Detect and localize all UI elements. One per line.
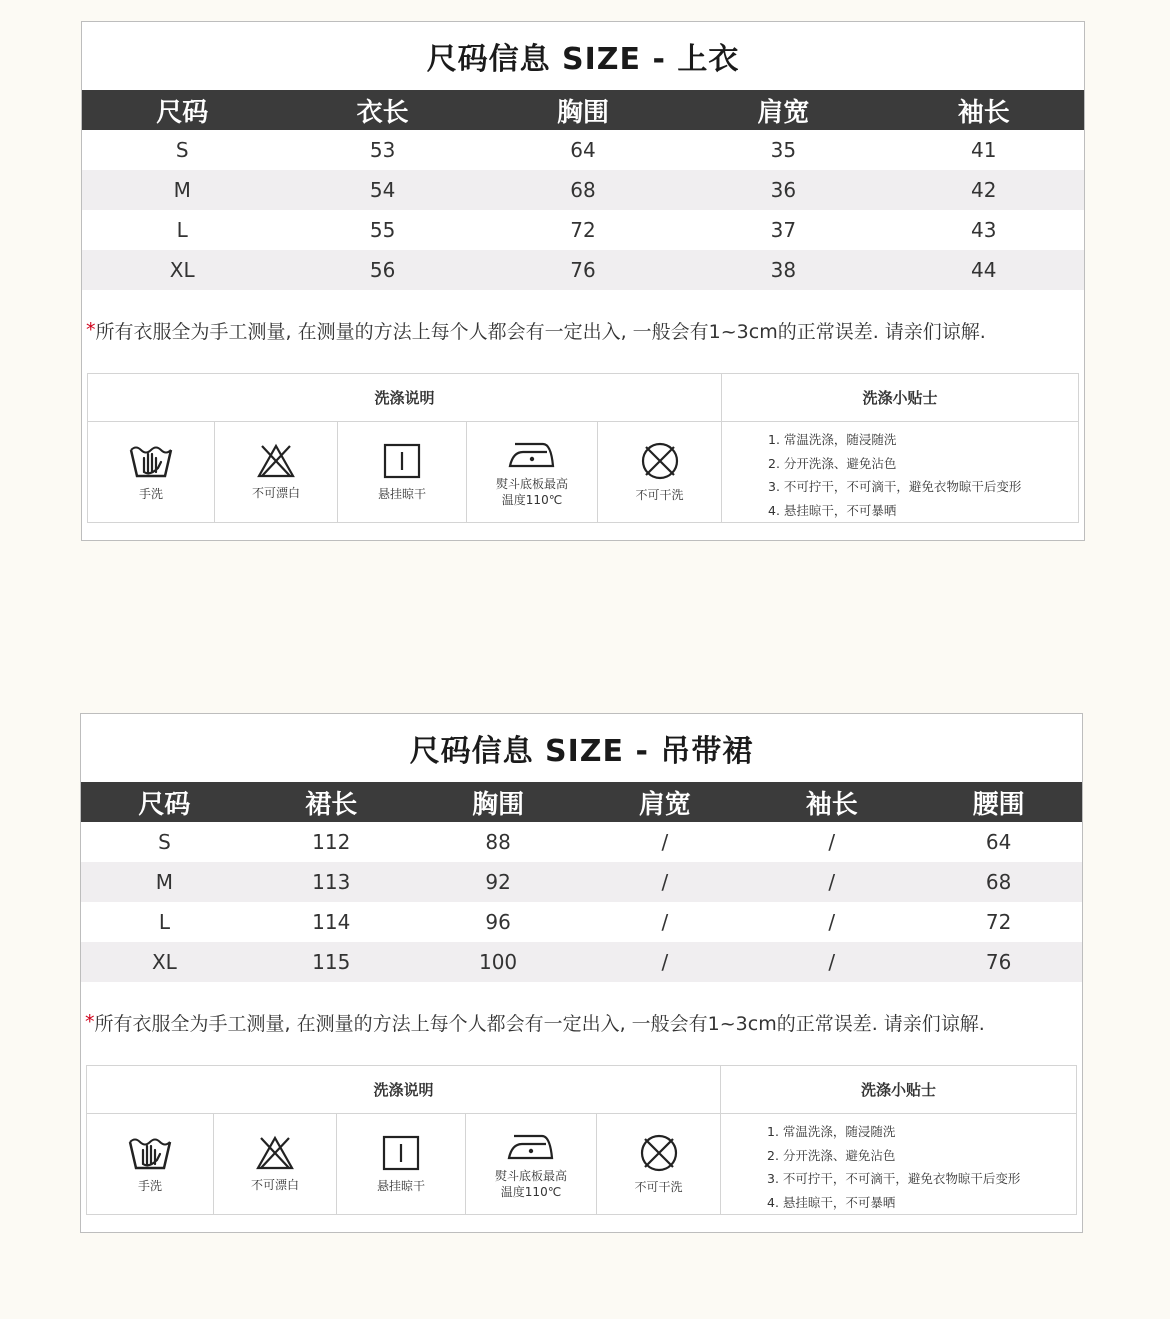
table-cell: 54 — [282, 170, 482, 210]
table-cell: M — [82, 170, 282, 210]
care-icon-label: 悬挂晾干 — [376, 1179, 425, 1193]
chart-title: 尺码信息 SIZE - 上衣 — [426, 42, 740, 77]
table-cell: S — [158, 830, 171, 854]
care-icon-cell — [87, 1114, 214, 1214]
table-cell: 56 — [282, 250, 482, 290]
table-cell: / — [661, 910, 669, 934]
care-tip: 3. 不可拧干，不可滴干，避免衣物晾干后变形 — [768, 479, 1022, 494]
care-icon-label: 手洗 — [138, 487, 163, 501]
care-icon-cell — [597, 1114, 720, 1214]
column-header: 肩宽 — [683, 90, 883, 130]
care-icon-label: 不可干洗 — [635, 488, 684, 502]
table-cell: 68 — [483, 170, 683, 210]
table-row — [82, 130, 1084, 170]
care-icon-label: 悬挂晾干 — [377, 487, 426, 501]
no-bleach-icon — [255, 1135, 295, 1171]
table-cell: L — [158, 910, 170, 934]
table-cell: / — [661, 830, 669, 854]
table-cell: 41 — [971, 138, 997, 162]
measurement-note — [82, 290, 1084, 370]
column-header: 胸围 — [483, 90, 683, 130]
size-table — [82, 90, 1084, 290]
care-tips — [722, 374, 1078, 522]
care-icon-label: 不可漂白 — [250, 1178, 299, 1192]
care-icon-label: 温度110℃ — [500, 1185, 562, 1199]
column-header: 尺码 — [81, 782, 248, 822]
note-text: 所有衣服全为手工测量, 在测量的方法上每个人都会有一定出入, 一般会有1~3cm的正常误差. 请亲们谅解. — [94, 1012, 985, 1035]
no-dry-clean-icon — [640, 441, 680, 481]
table-cell: 76 — [483, 250, 683, 290]
care-section — [86, 1065, 1077, 1215]
care-tips — [721, 1066, 1076, 1214]
table-cell: 115 — [248, 942, 415, 982]
care-icons-row — [88, 422, 721, 522]
table-cell: L — [176, 218, 188, 242]
table-cell: XL — [81, 942, 248, 982]
column-header: 肩宽 — [581, 782, 748, 822]
care-icons-row — [87, 1114, 720, 1214]
table-cell: / — [581, 942, 748, 982]
table-cell: 96 — [485, 910, 511, 934]
table-cell: 114 — [312, 910, 351, 934]
hang-dry-icon — [381, 1134, 421, 1172]
note-asterisk: * — [86, 319, 96, 341]
care-icon-label: 熨斗底板最高 — [494, 1169, 567, 1183]
care-icon-label: 手洗 — [137, 1179, 162, 1193]
column-header: 衣长 — [282, 90, 482, 130]
care-tips-heading: 洗涤小贴士 — [722, 374, 1078, 422]
table-header-row — [81, 782, 1082, 822]
table-cell: 35 — [770, 138, 797, 162]
table-row — [82, 250, 1084, 290]
care-tip: 2. 分开洗涤、避免沾色 — [768, 455, 897, 471]
table-header-row — [82, 90, 1084, 130]
table-cell: 43 — [971, 218, 997, 242]
column-header: 胸围 — [415, 782, 582, 822]
iron-icon — [506, 1128, 556, 1162]
care-instructions-heading: 洗涤说明 — [88, 374, 721, 422]
table-cell: 72 — [570, 218, 596, 242]
table-cell: / — [828, 910, 836, 934]
size-chart-top — [81, 21, 1085, 541]
column-header: 尺码 — [82, 90, 282, 130]
table-cell: 44 — [884, 250, 1084, 290]
care-instructions-heading: 洗涤说明 — [87, 1066, 720, 1114]
table-row — [81, 942, 1082, 982]
hang-dry-icon — [382, 442, 422, 480]
care-icon-cell — [337, 1114, 466, 1214]
care-tip: 2. 分开洗涤、避免沾色 — [767, 1147, 896, 1163]
care-icon-cell — [466, 1114, 597, 1214]
column-header: 腰围 — [915, 782, 1082, 822]
table-cell: 53 — [369, 138, 396, 162]
table-cell: 64 — [985, 830, 1012, 854]
care-tip: 4. 悬挂晾干，不可暴晒 — [767, 1194, 896, 1210]
care-section — [87, 373, 1079, 523]
table-row — [81, 902, 1082, 942]
care-tips-list — [722, 422, 1078, 522]
note-asterisk: * — [85, 1011, 95, 1033]
care-icon-cell — [215, 422, 338, 522]
no-bleach-icon — [256, 443, 296, 479]
table-cell: / — [748, 942, 915, 982]
hand-wash-icon — [127, 1134, 173, 1172]
chart-title: 尺码信息 SIZE - 吊带裙 — [409, 734, 754, 769]
care-icon-label: 不可干洗 — [634, 1180, 683, 1194]
table-cell: 42 — [884, 170, 1084, 210]
column-header: 袖长 — [884, 90, 1084, 130]
column-header: 袖长 — [748, 782, 915, 822]
table-cell: 92 — [415, 862, 582, 902]
care-icon-cell — [88, 422, 215, 522]
table-cell: S — [175, 138, 189, 162]
table-cell: 68 — [915, 862, 1082, 902]
note-text: 所有衣服全为手工测量, 在测量的方法上每个人都会有一定出入, 一般会有1~3cm的正常误差. 请亲们谅解. — [95, 320, 986, 343]
care-icon-cell — [598, 422, 721, 522]
care-icon-label: 不可漂白 — [251, 486, 300, 500]
iron-icon — [507, 436, 557, 470]
care-tip: 3. 不可拧干，不可滴干，避免衣物晾干后变形 — [767, 1171, 1021, 1186]
table-cell: XL — [82, 250, 282, 290]
care-icon-label: 熨斗底板最高 — [495, 477, 568, 491]
table-cell: / — [748, 862, 915, 902]
size-chart-bottom — [80, 713, 1083, 1233]
table-cell: 76 — [915, 942, 1082, 982]
table-cell: 100 — [415, 942, 582, 982]
care-tip: 1. 常温洗涤，随浸随洗 — [768, 432, 897, 447]
table-cell: 36 — [683, 170, 883, 210]
care-icon-cell — [467, 422, 598, 522]
care-instructions — [88, 374, 722, 522]
table-row — [82, 170, 1084, 210]
care-tips-heading: 洗涤小贴士 — [721, 1066, 1076, 1114]
care-tip: 1. 常温洗涤，随浸随洗 — [767, 1124, 896, 1139]
hand-wash-icon — [128, 442, 174, 480]
table-cell: 88 — [485, 830, 511, 854]
table-cell: M — [81, 862, 248, 902]
table-cell: 113 — [248, 862, 415, 902]
table-row — [81, 822, 1082, 862]
care-icon-label: 温度110℃ — [501, 493, 563, 507]
care-tip: 4. 悬挂晾干，不可暴晒 — [768, 502, 897, 518]
size-table — [81, 782, 1082, 982]
care-icon-cell — [214, 1114, 337, 1214]
table-row — [82, 210, 1084, 250]
table-cell: 72 — [985, 910, 1012, 934]
table-row — [81, 862, 1082, 902]
care-tips-list — [721, 1114, 1076, 1214]
table-cell: 64 — [570, 138, 596, 162]
table-cell: / — [828, 830, 836, 854]
care-instructions — [87, 1066, 721, 1214]
table-cell: 55 — [369, 218, 396, 242]
measurement-note — [81, 982, 1082, 1062]
table-cell: 112 — [312, 830, 351, 854]
column-header: 裙长 — [248, 782, 415, 822]
table-cell: / — [581, 862, 748, 902]
care-icon-cell — [338, 422, 467, 522]
table-cell: 37 — [770, 218, 797, 242]
no-dry-clean-icon — [639, 1133, 679, 1173]
table-cell: 38 — [683, 250, 883, 290]
